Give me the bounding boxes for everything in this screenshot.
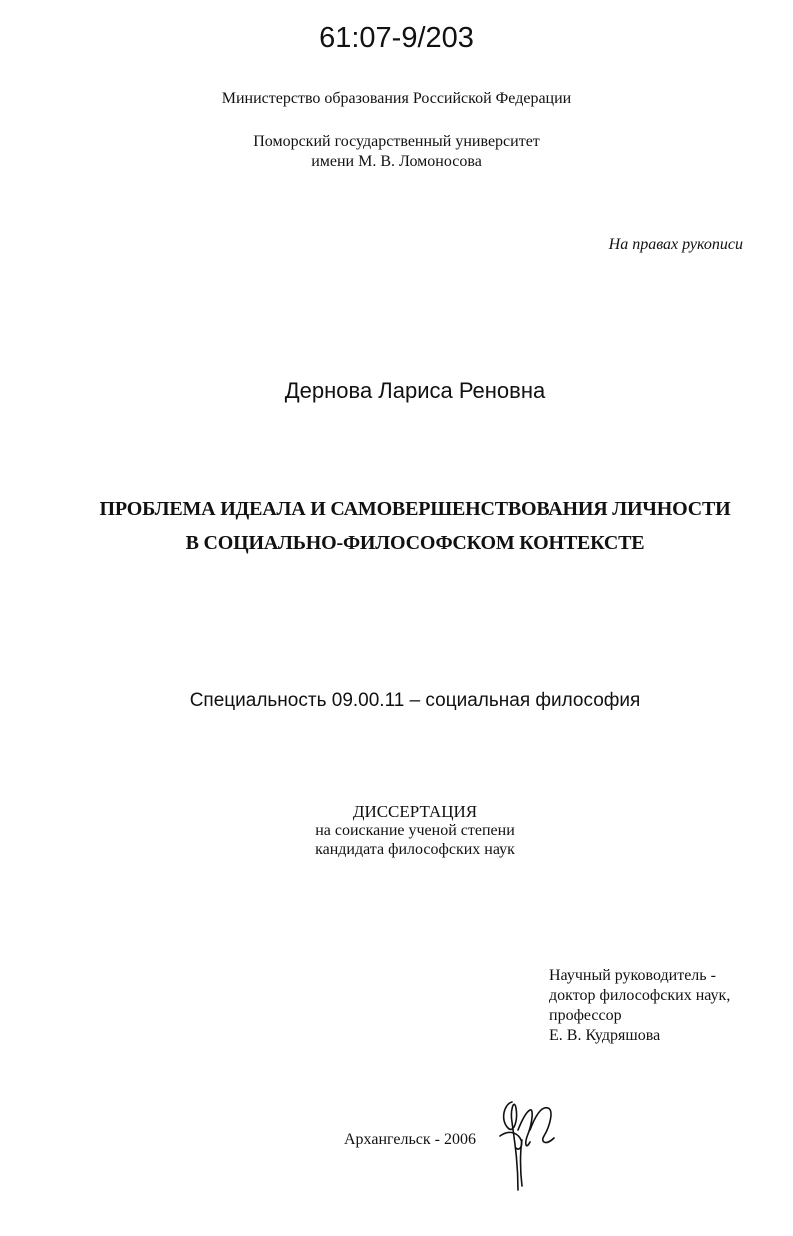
supervisor-name: Е. В. Кудряшова [549,1027,661,1044]
dissertation-line-1: на соискание ученой степени [315,822,515,839]
manuscript-note: На правах рукописи [608,236,743,253]
dissertation-title [0,492,793,560]
dissertation-line-2: кандидата философских наук [315,841,515,858]
title-line-1: ПРОБЛЕМА ИДЕАЛА И САМОВЕРШЕНСТВОВАНИЯ ЛИЧНОСТИ [99,498,731,520]
dissertation-heading: ДИССЕРТАЦИЯ [352,802,478,821]
specialty: Специальность 09.00.11 – социальная философия [189,690,641,711]
supervisor-role: Научный руководитель - [549,967,716,984]
catalog-number: 61:07-9/203 [319,22,474,54]
author-name: Дернова Лариса Реновна [284,378,546,403]
university-name [0,132,793,172]
supervisor-degree: доктор философских наук, [549,987,731,1004]
university-line-2: имени М. В. Ломоносова [311,153,482,170]
city-year: Архангельск - 2006 [344,1131,476,1148]
supervisor-block [549,966,779,1046]
supervisor-rank: профессор [549,1007,622,1024]
dissertation-block [0,802,793,859]
university-line-1: Поморский государственный университет [253,133,540,150]
ministry-name: Министерство образования Российской Федерации [221,90,572,107]
signature-icon [490,1090,570,1200]
title-line-2: В СОЦИАЛЬНО-ФИЛОСОФСКОМ КОНТЕКСТЕ [185,532,645,554]
